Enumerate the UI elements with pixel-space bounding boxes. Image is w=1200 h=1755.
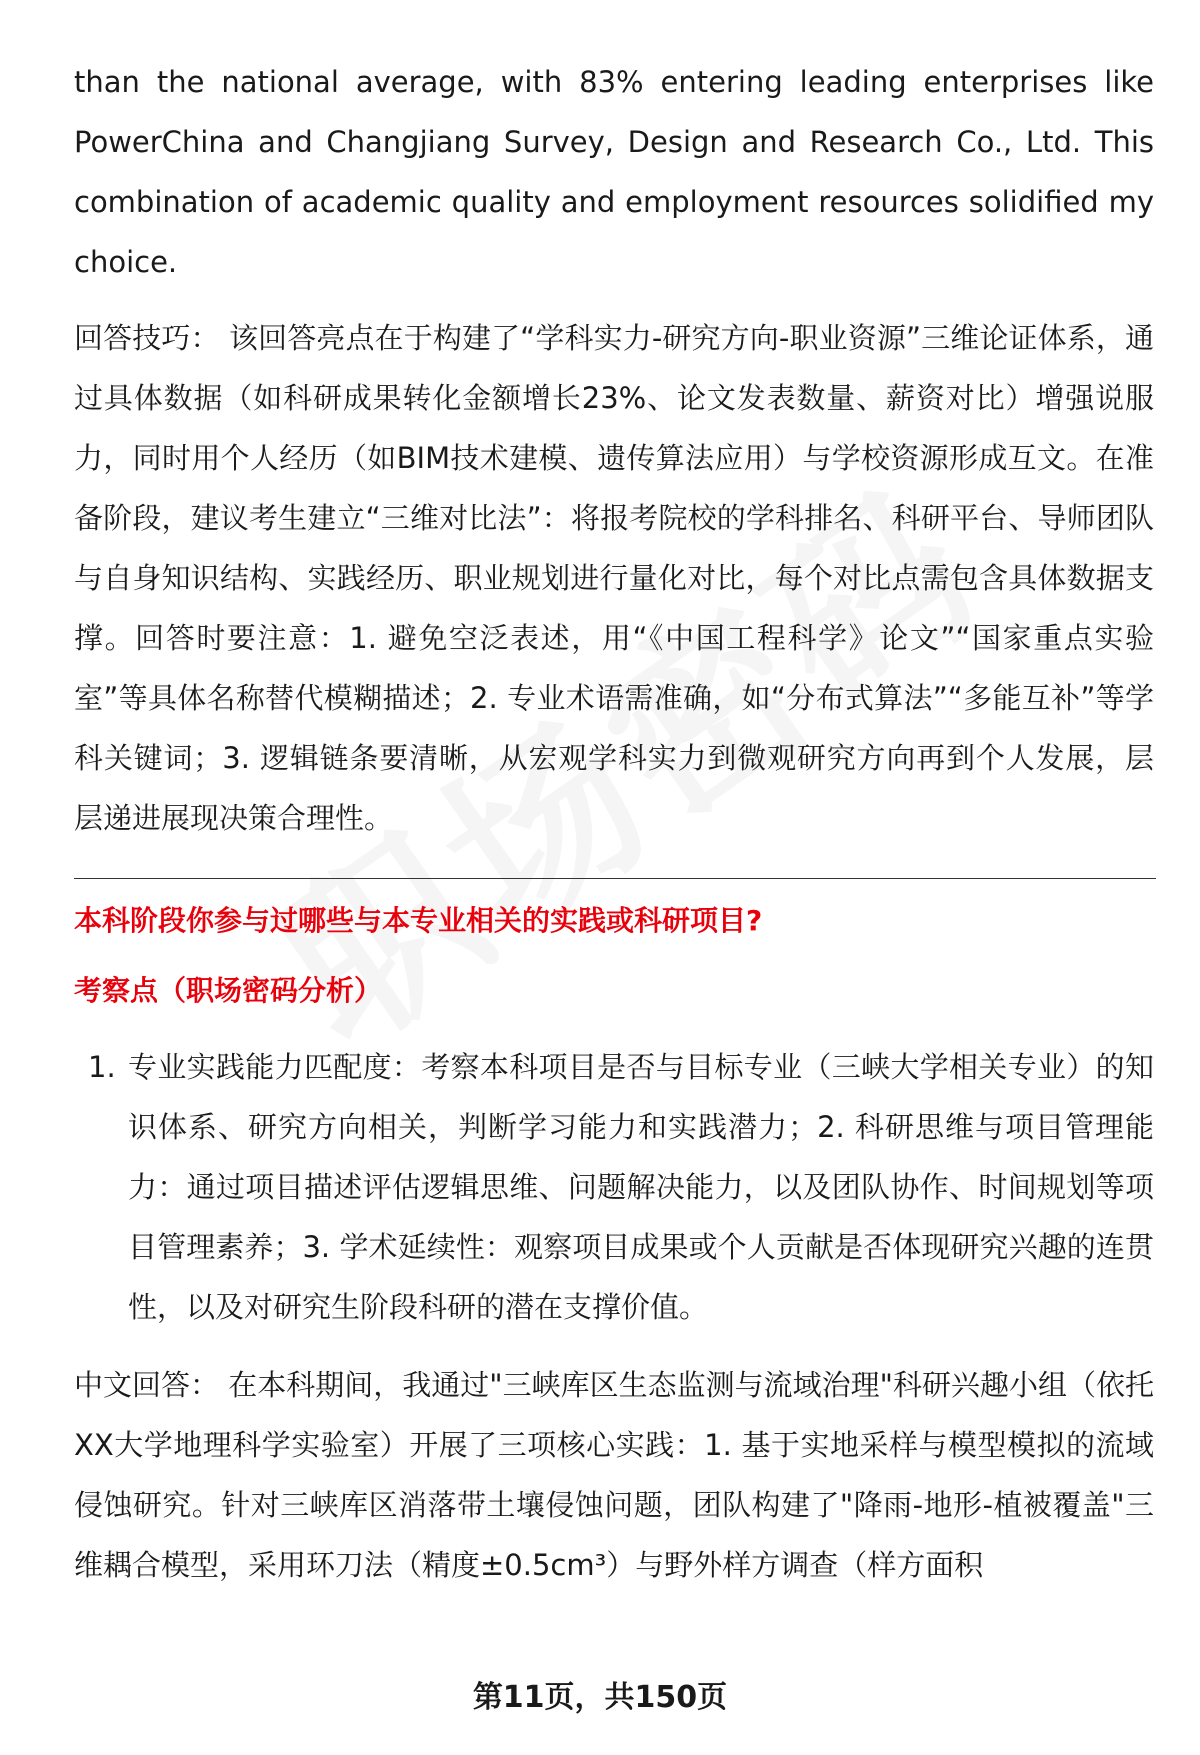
list-item-text: 专业实践能力匹配度：考察本科项目是否与目标专业（三峡大学相关专业）的知识体系、研究方向相关，判断学习能力和实践潜力；2. 科研思维与项目管理能力：通过项目描述评估逻辑思维、问题解决能力，以及团队协作、时间规划等项目管理素养；3. 学术延续性：观察项目成果或个人贡献是否体现研究兴趣的连贯性，以及对研究生阶段科研的潜在支撑价值。 <box>128 1050 1154 1324</box>
chinese-answer-paragraph: 中文回答： 在本科期间，我通过"三峡库区生态监测与流域治理"科研兴趣小组（依托XX大学地理科学实验室）开展了三项核心实践：1. 基于实地采样与模型模拟的流域侵蚀研究。针对三峡库区消落带土壤侵蚀问题，团队构建了"降雨-地形-植被覆盖"三维耦合模型，采用环刀法（精度±0.5cm³）与野外样方调查（样方面积 <box>74 1368 1154 1582</box>
question-heading: 本科阶段你参与过哪些与本专业相关的实践或科研项目? <box>74 904 763 937</box>
list-item <box>74 1037 1154 1337</box>
page-footer: 第11页，共150页 <box>472 1680 728 1715</box>
key-points-heading: 考察点（职场密码分析） <box>74 974 383 1007</box>
document-page <box>74 52 1154 1595</box>
intro-paragraph: than the national average, with 83% entering leading enterprises like PowerChina and Changjiang Survey, Design and Research Co., Ltd. This combination of academic quality and employment resources solidified my choice. <box>74 65 1154 279</box>
key-points-list <box>74 1037 1154 1337</box>
section-divider <box>74 878 1156 879</box>
list-item-number: 1. <box>88 1050 116 1084</box>
answer-tips-paragraph: 回答技巧： 该回答亮点在于构建了“学科实力-研究方向-职业资源”三维论证体系，通过具体数据（如科研成果转化金额增长23%、论文发表数量、薪资对比）增强说服力，同时用个人经历（如BIM技术建模、遗传算法应用）与学校资源形成互文。在准备阶段，建议考生建立“三维对比法”：将报考院校的学科排名、科研平台、导师团队与自身知识结构、实践经历、职业规划进行量化对比，每个对比点需包含具体数据支撑。回答时要注意：1. 避免空泛表述，用“《中国工程科学》论文”“国家重点实验室”等具体名称替代模糊描述；2. 专业术语需准确，如“分布式算法”“多能互补”等学科关键词；3. 逻辑链条要清晰，从宏观学科实力到微观研究方向再到个人发展，层层递进展现决策合理性。 <box>74 321 1154 835</box>
